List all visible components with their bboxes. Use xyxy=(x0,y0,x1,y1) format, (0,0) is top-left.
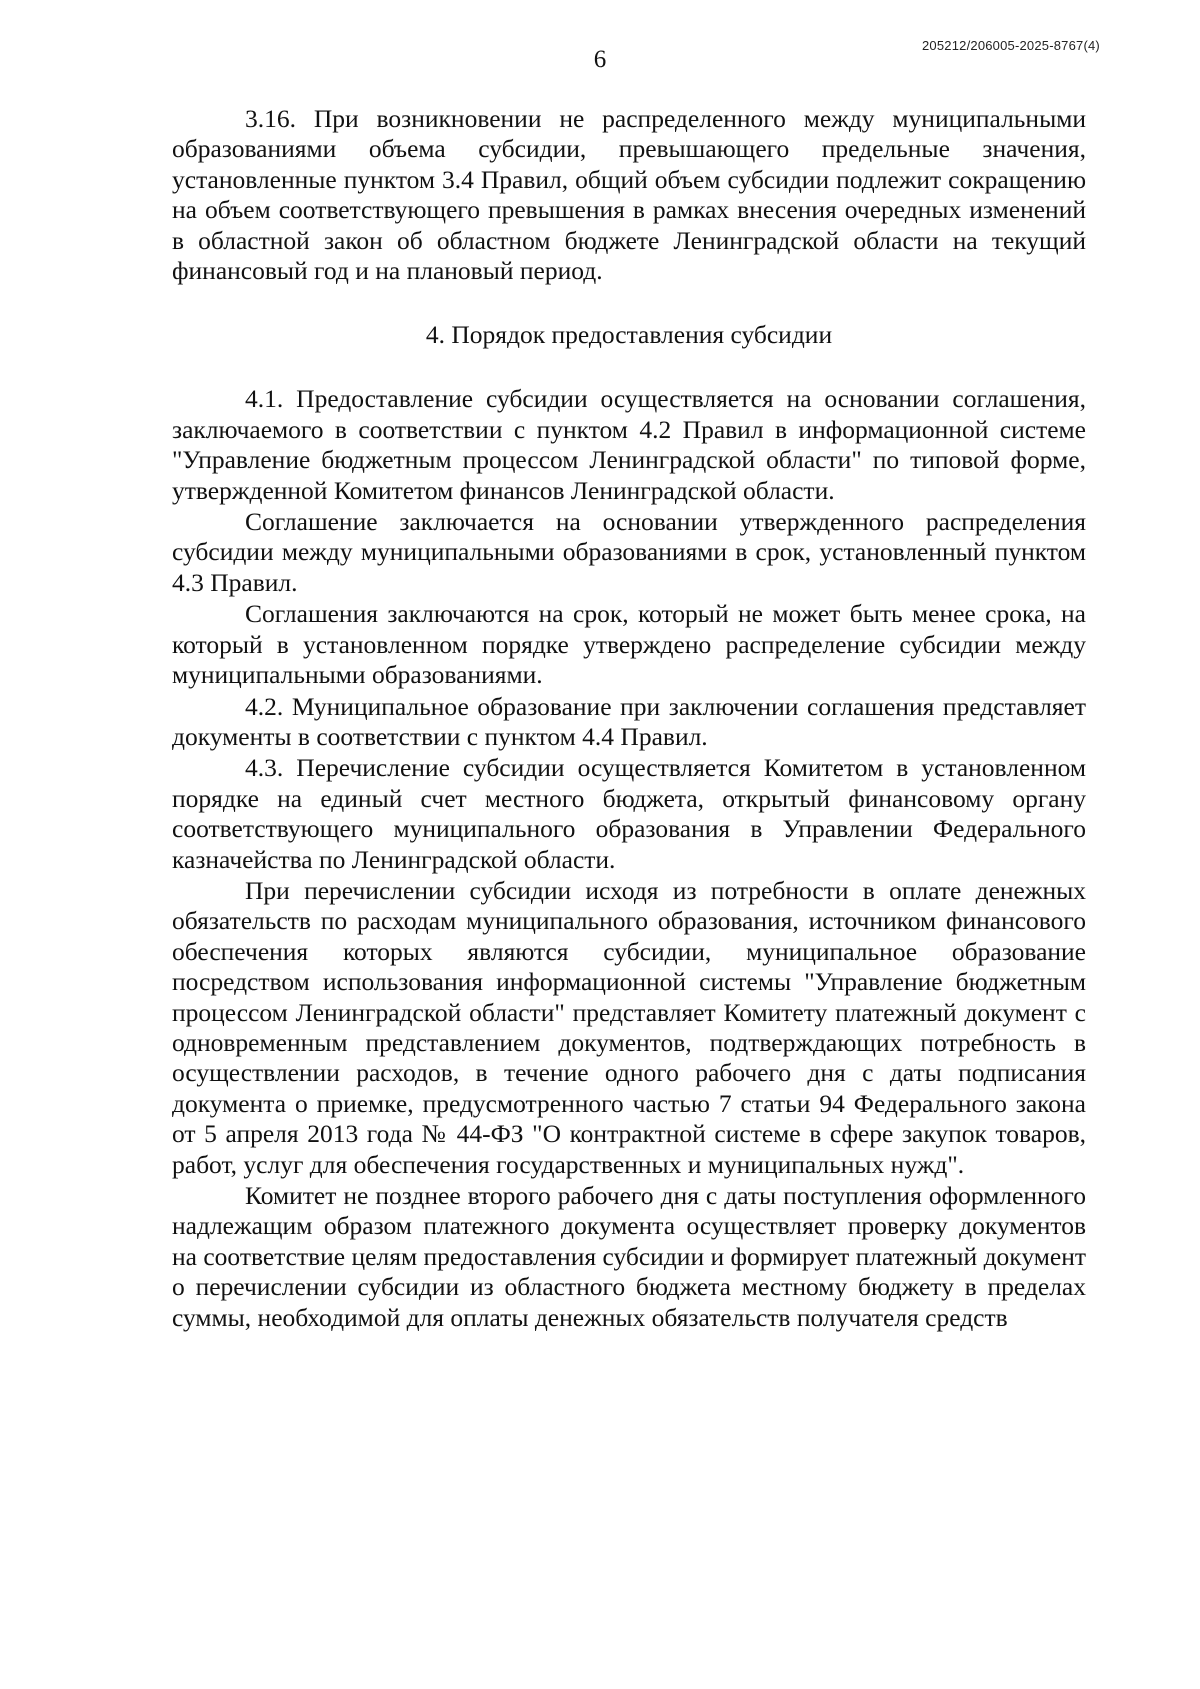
paragraph-agreement-concluded: Соглашение заключается на основании утвержденного распределения субсидии между муниципальными образованиями в срок, установленный пунктом 4.3 Правил. xyxy=(172,507,1086,597)
paragraph-agreement-term: Соглашения заключаются на срок, который не может быть менее срока, на который в установленном порядке утверждено распределение субсидии между муниципальными образованиями. xyxy=(172,599,1086,690)
document-body xyxy=(172,104,1086,1333)
paragraph-transfer-on-demand: При перечислении субсидии исходя из потребности в оплате денежных обязательств по расходам муниципального образования, источником финансового обеспечения которых являются субсидии, муниципальное образование посредством использования информационной системы "Управление бюджетным процессом Ленинградской области" представляет Комитету платежный документ с одновременным представлением документов, подтверждающих потребность в осуществлении расходов, в течение одного рабочего дня с даты подписания документа о приемке, предусмотренного частью 7 статьи 94 Федерального закона от 5 апреля 2013 года № 44-ФЗ "О контрактной системе в сфере закупок товаров, работ, услуг для обеспечения государственных и муниципальных нужд". xyxy=(172,875,1086,1179)
paragraph-3-16: 3.16. При возникновении не распределенного между муниципальными образованиями объема субсидии, превышающего предельные значения, установленные пунктом 3.4 Правил, общий объем субсидии подлежит сокращению на объем соответствующего превышения в рамках внесения очередных изменений в областной закон об областном бюджете Ленинградской области на текущий финансовый год и на плановый период. xyxy=(172,104,1086,286)
paragraph-4-3: 4.3. Перечисление субсидии осуществляется Комитетом в установленном порядке на единый счет местного бюджета, открытый финансовому органу соответствующего муниципального образования в Управлении Федерального казначейства по Ленинградской области. xyxy=(172,753,1086,874)
paragraph-4-1: 4.1. Предоставление субсидии осуществляется на основании соглашения, заключаемого в соответствии с пунктом 4.2 Правил в информационной системе "Управление бюджетным процессом Ленинградской области" по типовой форме, утвержденной Комитетом финансов Ленинградской области. xyxy=(172,384,1086,505)
paragraph-4-2: 4.2. Муниципальное образование при заключении соглашения представляет документы в соответствии с пунктом 4.4 Правил. xyxy=(172,691,1086,751)
section-4-title: 4. Порядок предоставления субсидии xyxy=(425,320,833,350)
document-registration-code: 205212/206005-2025-8767(4) xyxy=(922,38,1100,53)
page-number: 6 xyxy=(593,46,607,73)
paragraph-committee-check: Комитет не позднее второго рабочего дня с даты поступления оформленного надлежащим образом платежного документа осуществляет проверку документов на соответствие целям предоставления субсидии и формирует платежный документ о перечислении субсидии из областного бюджета местному бюджету в пределах суммы, необходимой для оплаты денежных обязательств получателя средств xyxy=(172,1181,1086,1332)
